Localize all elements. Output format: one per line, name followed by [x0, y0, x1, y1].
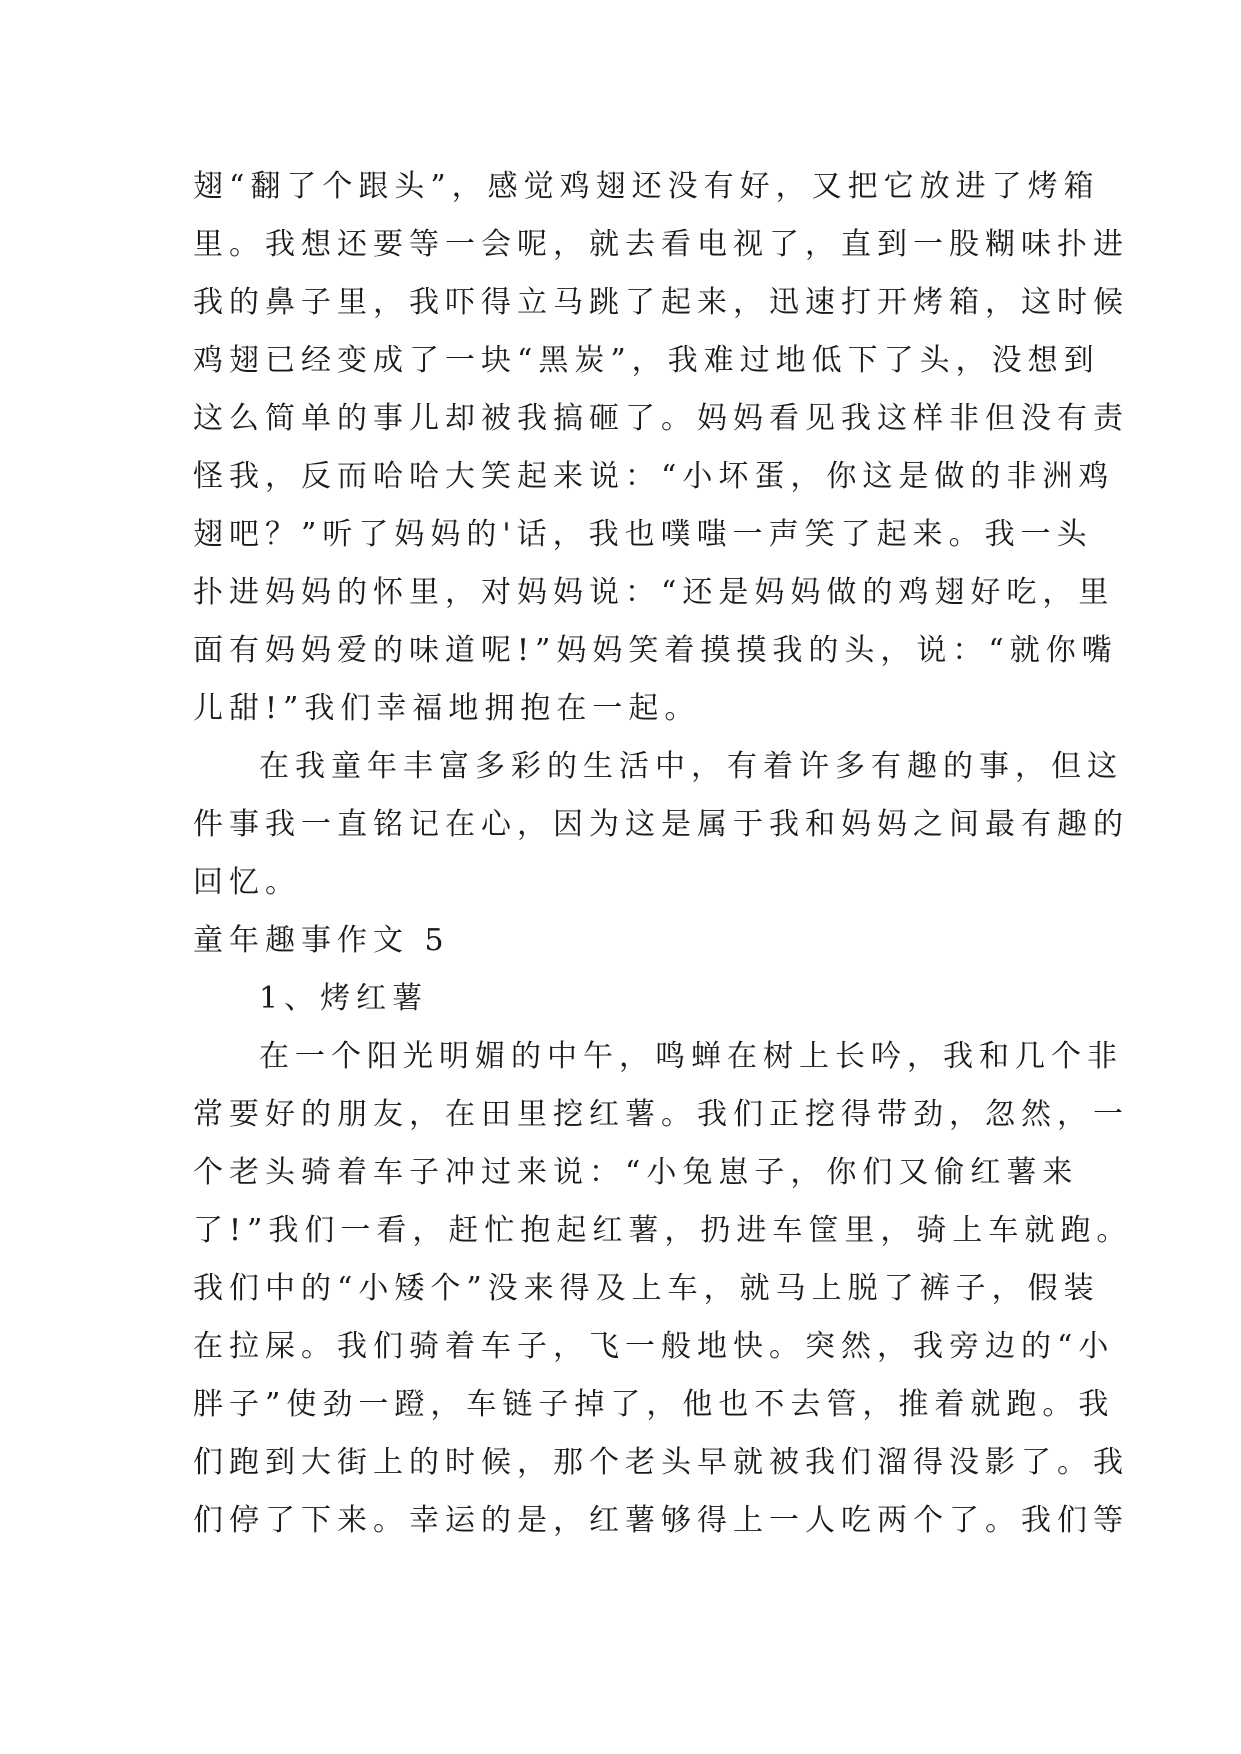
- text-line: 常要好的朋友，在田里挖红薯。我们正挖得带劲，忽然，一: [193, 1097, 1129, 1132]
- text-line: 在拉屎。我们骑着车子，飞一般地快。突然，我旁边的“小: [193, 1329, 1115, 1364]
- text-line: 翅吧？”听了妈妈的'话，我也噗嗤一声笑了起来。我一头: [193, 517, 1093, 552]
- text-line: 我的鼻子里，我吓得立马跳了起来，迅速打开烤箱，这时候: [193, 285, 1129, 320]
- text-line: 扑进妈妈的怀里，对妈妈说：“还是妈妈做的鸡翅好吃，里: [193, 575, 1115, 610]
- text-line: 儿甜!”我们幸福地拥抱在一起。: [193, 691, 701, 726]
- text-line: 里。我想还要等一会呢，就去看电视了，直到一股糊味扑进: [193, 227, 1129, 262]
- text-line: 胖子”使劲一蹬，车链子掉了，他也不去管，推着就跑。我: [193, 1387, 1115, 1422]
- text-line: 面有妈妈爱的味道呢!”妈妈笑着摸摸我的头，说：“就你嘴: [193, 633, 1118, 668]
- paragraph-start-line: 在一个阳光明媚的中午，鸣蝉在树上长吟，我和几个非: [259, 1039, 1123, 1074]
- text-line: 这么简单的事儿却被我搞砸了。妈妈看见我这样非但没有责: [193, 401, 1129, 436]
- text-line: 了!”我们一看，赶忙抱起红薯，扔进车筐里，骑上车就跑。: [193, 1213, 1133, 1248]
- subsection-heading: 1、烤红薯: [259, 981, 429, 1016]
- text-line: 回忆。: [193, 865, 301, 900]
- paragraph-start-line: 在我童年丰富多彩的生活中，有着许多有趣的事，但这: [259, 749, 1123, 784]
- text-line: 个老头骑着车子冲过来说：“小兔崽子，你们又偷红薯来: [193, 1155, 1079, 1190]
- text-line: 怪我，反而哈哈大笑起来说：“小坏蛋，你这是做的非洲鸡: [193, 459, 1115, 494]
- section-heading: 童年趣事作文 5: [193, 923, 450, 958]
- text-line: 翅“翻了个跟头”，感觉鸡翅还没有好，又把它放进了烤箱: [193, 169, 1100, 204]
- text-line: 件事我一直铭记在心，因为这是属于我和妈妈之间最有趣的: [193, 807, 1129, 842]
- text-line: 们停了下来。幸运的是，红薯够得上一人吃两个了。我们等: [193, 1503, 1129, 1538]
- document-body: [193, 158, 1133, 1550]
- text-line: 们跑到大街上的时候，那个老头早就被我们溜得没影了。我: [193, 1445, 1129, 1480]
- text-line: 鸡翅已经变成了一块“黑炭”，我难过地低下了头，没想到: [193, 343, 1100, 378]
- text-line: 我们中的“小矮个”没来得及上车，就马上脱了裤子，假装: [193, 1271, 1100, 1306]
